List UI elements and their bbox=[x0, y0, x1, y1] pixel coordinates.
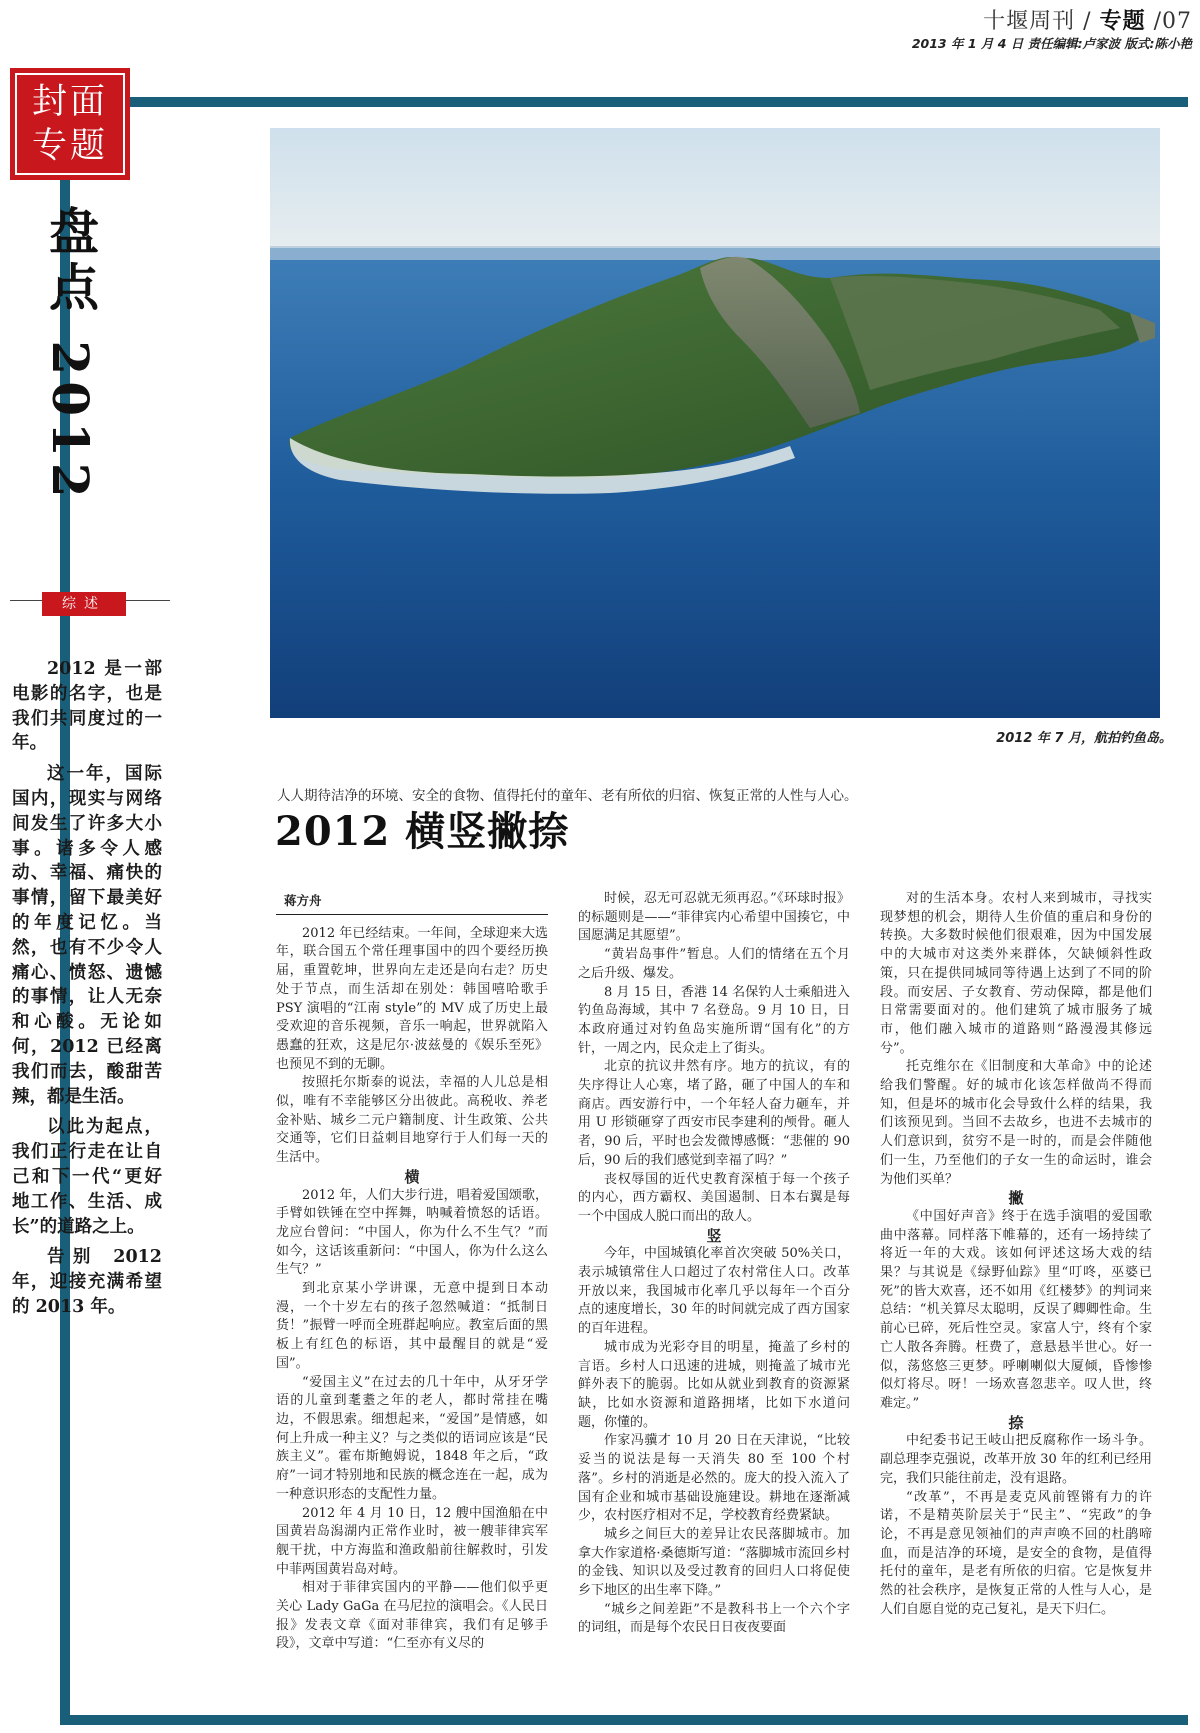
section-heading: 横 bbox=[404, 1167, 420, 1186]
masthead-meta: 2013 年 1 月 4 日 责任编辑:卢家波 版式:陈小艳 bbox=[911, 36, 1192, 51]
article-paragraph: 2012 年，人们大步行进，唱着爱国颂歌，手臂如铁锤在空中挥舞，呐喊着愤怒的话语。龙应台曾问：“中国人，你为什么不生气？”而如今，这话该重新问：“中国人，你为什么这么生气？” bbox=[276, 1187, 548, 1278]
article-paragraph: 2012 年 4 月 10 日，12 艘中国渔船在中国黄岩岛潟湖内正常作业时，被一艘菲律宾军舰干扰，中方海监和渔政船前往解救时，引发中菲两国黄岩岛对峙。 bbox=[276, 1505, 548, 1577]
masthead bbox=[772, 4, 1192, 35]
article-paragraph: 城市成为光彩夺目的明星，掩盖了乡村的言语。乡村人口迅速的进城，则掩盖了城市光鲜外表下的脆弱。比如从就业到教育的资源紧缺，比如水资源和道路拥堵，比如下水道问题，你懂的。 bbox=[578, 1339, 850, 1430]
article-paragraph: 《中国好声音》终于在选手演唱的爱国歌曲中落幕。同样落下帷幕的，还有一场持续了将近一年的大戏。该如何评述这场大戏的结果？与其说是《绿野仙踪》里“叮咚，巫婆已死”的皆大欢喜，还不如用《红楼梦》的判词来总结：“机关算尽太聪明，反误了卿卿性命。生前心已碎，死后性空灵。家富人宁，终有个家亡人散各奔腾。枉费了，意悬悬半世心。好一似，荡悠悠三更梦。呼喇喇似大厦倾，昏惨惨似灯将尽。呀！一场欢喜忽悲辛。叹人世，终难定。” bbox=[880, 1208, 1152, 1411]
summary-paragraph: 这一年，国际国内，现实与网络间发生了许多大小事。诸多令人感动、幸福、痛快的事情，留下最美好的年度记忆。当然，也有不少令人痛心、愤怒、遗憾的事情，让人无奈和心酸。无论如何，2012 已经离我们而去，酸甜苦辣，都是生活。 bbox=[12, 764, 162, 1107]
article-column-3 bbox=[880, 890, 1152, 1710]
island-photo bbox=[270, 128, 1160, 718]
section-stamp-logo bbox=[10, 68, 130, 180]
article-paragraph: “黄岩岛事件”暂息。人们的情绪在五个月之后升级、爆发。 bbox=[578, 947, 850, 981]
section-heading: 捺 bbox=[1008, 1413, 1024, 1432]
section-heading: 竖 bbox=[706, 1226, 722, 1245]
photo-caption: 2012 年 7 月，航拍钓鱼岛。 bbox=[996, 731, 1172, 746]
article-deck: 人人期待洁净的环境、安全的食物、值得托付的童年、老有所依的归宿、恢复正常的人性与人心。 bbox=[277, 788, 858, 804]
article-paragraph: “改革”，不再是麦克风前铿锵有力的许诺，不是精英阶层关于“民主”、“宪政”的争论，不再是意见领袖们的声声唤不回的杜鹃啼血，而是洁净的环境，是安全的食物，是值得托付的童年，是老有所依的归宿。它是恢复井然的社会秩序，是恢复正常的人性与人心，是人们自愿自觉的克己复礼，是天下归仁。 bbox=[880, 1489, 1152, 1617]
article-paragraph: 8 月 15 日，香港 14 名保钓人士乘船进入钓鱼岛海域，其中 7 名登岛。9 月 10 日，日本政府通过对钓鱼岛实施所谓“国有化”的方针，一周之内，民众走上了街头。 bbox=[578, 984, 850, 1056]
article-paragraph: “城乡之间差距”不是教科书上一个六个字的词组，而是每个农民日日夜夜要面 bbox=[578, 1601, 850, 1636]
article-paragraph: 对的生活本身。农村人来到城市，寻找实现梦想的机会，期待人生价值的重启和身份的转换。大多数时候他们很艰难，因为中国发展中的大城市对这类外来群体，欠缺倾斜性政策，只在提供同城同等待遇上达到了不同的阶段。而安居、子女教育、劳动保障，都是他们日常需要面对的。他们建筑了城市服务了城市，他们融入城市的道路则“路漫漫其修远兮”。 bbox=[880, 891, 1152, 1056]
summary-paragraph: 告别 2012 年，迎接充满希望的 2013 年。 bbox=[12, 1247, 162, 1317]
article-paragraph: 相对于菲律宾国内的平静——他们似乎更关心 Lady GaGa 在马尼拉的演唱会。《人民日报》发表文章《面对菲律宾，我们有足够手段》，文章中写道：“仁至亦有义尽的 bbox=[276, 1580, 548, 1652]
article-paragraph: “爱国主义”在过去的几十年中，从牙牙学语的儿童到耄耋之年的老人，都时常挂在嘴边，不假思索。细想起来，“爱国”是情感，如何上升成一种主义？与之类似的语词应该是“民族主义”。霍布斯鲍姆说，1848 年之后，“政府”一词才特别地和民族的概念连在一起，成为一种意识形态的支配性力量。 bbox=[276, 1374, 548, 1502]
summary-paragraph: 以此为起点，我们正行走在让自己和下一代“更好地工作、生活、成长”的道路之上。 bbox=[12, 1117, 162, 1237]
summary-text bbox=[12, 657, 162, 1326]
masthead-section: 专题 bbox=[1099, 8, 1146, 34]
summary-tag: 综述 bbox=[42, 592, 126, 616]
section-heading: 撇 bbox=[1008, 1189, 1024, 1208]
article-paragraph: 丧权辱国的近代史教育深植于每一个孩子的内心，西方霸权、美国遏制、日本右翼是每一个中国成人脱口而出的敌人。 bbox=[578, 1171, 850, 1224]
article-paragraph: 北京的抗议井然有序。地方的抗议，有的失序得让人心寒，堵了路，砸了中国人的车和商店。西安游行中，一个年轻人奋力砸车，并用 U 形锁砸穿了西安市民李建利的颅骨。砸人者，90 后，平时也会发微博感慨：“悲催的 90 后，90 后的我们感觉到幸福了吗？” bbox=[578, 1059, 850, 1168]
article-paragraph: 中纪委书记王岐山把反腐称作一场斗争。副总理李克强说，改革开放 30 年的红利已经用完，我们只能往前走，没有退路。 bbox=[880, 1433, 1152, 1486]
summary-paragraph: 2012 是一部电影的名字，也是我们共同度过的一年。 bbox=[12, 659, 162, 754]
article-paragraph: 时候，忍无可忍就无须再忍。”《环球时报》的标题则是——“菲律宾内心希望中国揍它，中国愿满足其愿望”。 bbox=[578, 891, 850, 944]
logo-line-2: 专题 bbox=[31, 126, 108, 166]
masthead-paper: 十堰周刊 bbox=[983, 9, 1076, 34]
article-column-1 bbox=[276, 890, 548, 1710]
article-paragraph: 到北京某小学讲课，无意中提到日本动漫，一个十岁左右的孩子忽然喊道：“抵制日货！”振臂一呼而全班群起响应。教室后面的黑板上有红色的标语，其中最醒目的就是“爱国”。 bbox=[276, 1281, 548, 1371]
article-paragraph: 托克维尔在《旧制度和大革命》中的论述给我们警醒。好的城市化该怎样做尚不得而知，但是坏的城市化会导致什么样的结果，我们该预见到。当回不去故乡，也进不去城市的人们意识到，贫穷不是一时的，而是会伴随他们一生，乃至他们的子女一生的命运时，谁会为他们买单？ bbox=[880, 1059, 1152, 1187]
article-title: 2012 横竖撇捺 bbox=[275, 808, 570, 855]
article-paragraph: 按照托尔斯泰的说法，幸福的人儿总是相似，唯有不幸能够区分出彼此。高税收、养老金补贴、城乡二元户籍制度、计生政策、公共交通等，它们日益刺目地穿行于人们每一天的生活中。 bbox=[276, 1075, 548, 1166]
article-column-2 bbox=[578, 890, 850, 1710]
page-number: /07 bbox=[1145, 9, 1192, 34]
logo-line-1: 封面 bbox=[31, 82, 108, 122]
masthead-separator: / bbox=[1075, 9, 1100, 34]
article-paragraph: 2012 年已经结束。一年间，全球迎来大选年，联合国五个常任理事国中的四个要经历换届，重置乾坤，世界向左走还是向右走？历史处于节点，而生活却在别处：韩国嘻哈歌手 PSY 演唱的“江南 style”的 MV 成了历史上最受欢迎的音乐视频，音乐一响起，世界就陷入愚蠢的狂欢，这是尼尔·波兹曼的《娱乐至死》也预见不到的无聊。 bbox=[276, 925, 548, 1072]
article-paragraph: 城乡之间巨大的差异让农民落脚城市。加拿大作家道格·桑德斯写道：“落脚城市流回乡村的金钱、知识以及受过教育的回归人口将促使乡下地区的出生率下降。” bbox=[578, 1526, 850, 1599]
byline: 蒋方舟 bbox=[276, 890, 548, 915]
article-paragraph: 作家冯骥才 10 月 20 日在天津说，“比较妥当的说法是每一天消失 80 至 100 个村落”。乡村的消逝是必然的。庞大的投入流入了国有企业和城市基础设施建设。耕地在逐渐减少，农村医疗相对不足，学校教育经费紧缺。 bbox=[578, 1433, 850, 1524]
vertical-title: 盘点 2012 bbox=[41, 205, 100, 504]
article-paragraph: 今年，中国城镇化率首次突破 50%关口，表示城镇常住人口超过了农村常住人口。改革开放以来，我国城市化率几乎以每年一个百分点的速度增长，30 年的时间就完成了西方国家的百年进程。 bbox=[578, 1246, 850, 1337]
